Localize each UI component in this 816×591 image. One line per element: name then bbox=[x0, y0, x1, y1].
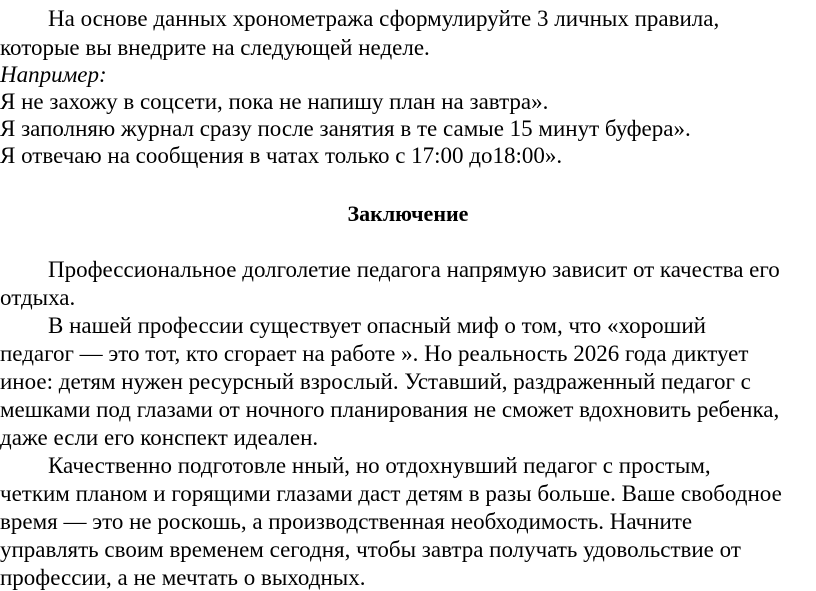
paragraph-2-line-5: даже если его конспект идеален. bbox=[0, 425, 319, 450]
paragraph-3-line-4: управлять своим временем сегодня, чтобы завтра получать удовольствие от bbox=[0, 537, 741, 562]
example-item-3: Я отвечаю на сообщения в чатах только с 17:00 до18:00». bbox=[0, 143, 563, 168]
example-item-1: Я не захожу в соцсети, пока не напишу план на завтра». bbox=[0, 89, 549, 114]
paragraph-2-line-4: мешками под глазами от ночного планирования не сможет вдохновить ребенка, bbox=[0, 397, 780, 422]
example-item-2: Я заполняю журнал сразу после занятия в те самые 15 минут буфера». bbox=[0, 116, 691, 141]
paragraph-1-line-2: отдыха. bbox=[0, 285, 76, 310]
paragraph-3-line-3: время — это не роскошь, а производственная необходимость. Начните bbox=[0, 509, 693, 534]
paragraph-2-line-3: иное: детям нужен ресурсный взрослый. Уставший, раздраженный педагог с bbox=[0, 369, 751, 394]
rules-intro-line-2: которые вы внедрите на следующей неделе. bbox=[0, 35, 430, 60]
paragraph-3-line-2: четким планом и горящими глазами даст детям в разы больше. Ваше свободное bbox=[0, 481, 782, 506]
paragraph-2-line-1: В нашей профессии существует опасный миф о том, что «хороший bbox=[48, 313, 706, 338]
example-label: Например: bbox=[0, 62, 107, 87]
paragraph-2-line-2: педагог — это тот, кто сгорает на работе ». Но реальность 2026 года диктует bbox=[0, 341, 749, 366]
paragraph-3-line-5: профессии, а не мечтать о выходных. bbox=[0, 565, 366, 590]
paragraph-1-line-1: Профессиональное долголетие педагога напрямую зависит от качества его bbox=[48, 257, 780, 282]
rules-intro-line-1: На основе данных хронометража сформулируйте 3 личных правила, bbox=[48, 6, 720, 31]
paragraph-3-line-1: Качественно подготовле нный, но отдохнувший педагог с простым, bbox=[48, 453, 711, 478]
conclusion-heading: Заключение bbox=[347, 201, 469, 226]
